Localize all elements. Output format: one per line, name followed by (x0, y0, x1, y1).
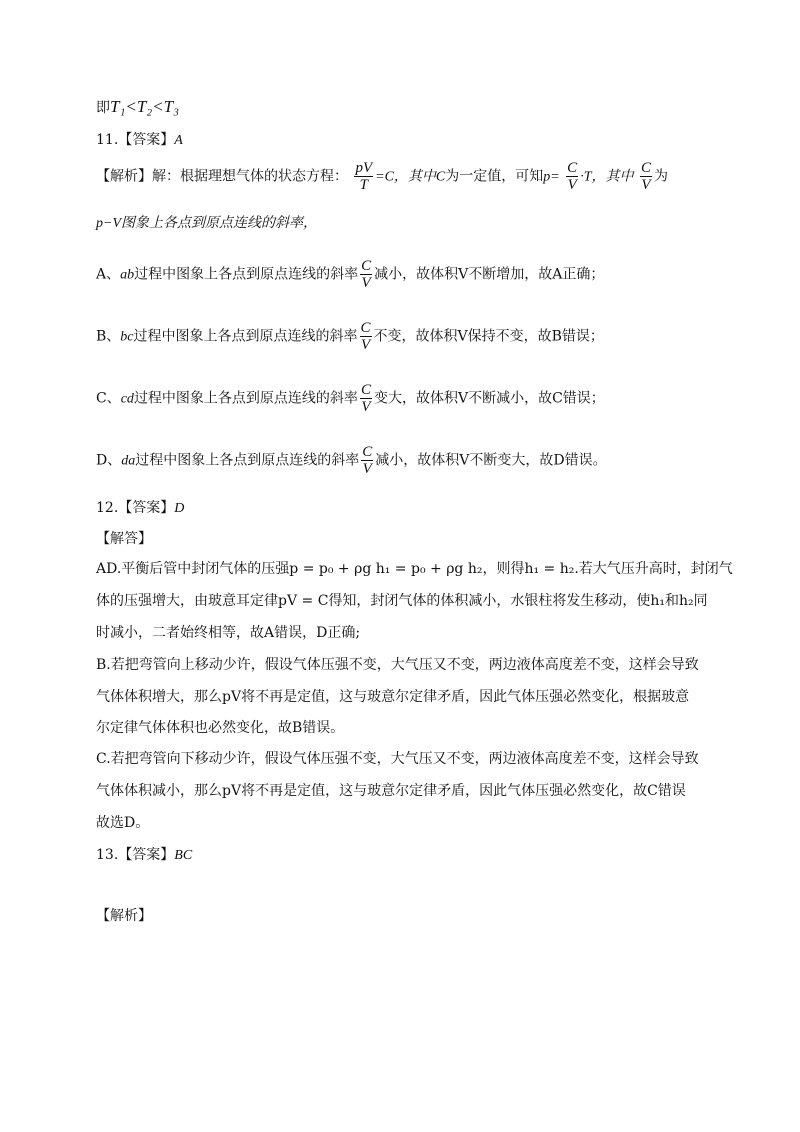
temperature-inequality: T₁<T₂<T₃ (110, 97, 180, 116)
q12-answer-line: 12.【答案】D (96, 500, 185, 516)
q11-analysis-continued: p−V图象上各点到原点连线的斜率， (96, 216, 317, 231)
q12-solution-text: AD.平衡后管中封闭气体的压强p = p₀ + ρg h₁ = p₀ + ρg h₂，则得h₁ = h₂.若大气压升高时，封闭气 (96, 561, 733, 577)
fraction-c-over-v: $\frac{C}{V}$ (362, 444, 373, 477)
q13-analysis-label: 【解析】 (96, 908, 152, 924)
q13-answer-line: 13.【答案】BC (96, 847, 193, 863)
fraction-c-over-v: $\frac{C}{V}$ (567, 160, 578, 193)
fraction-c-over-v: $\frac{C}{V}$ (360, 320, 371, 353)
q12-solution-text: 气体体积减小，那么pV将不再是定值，这与玻意尔定律矛盾，因此气体压强必然变化，故C错误 (96, 783, 686, 799)
q11-answer: A (174, 133, 183, 148)
q12-solution-text: 尔定律气体体积也必然变化，故B错误。 (96, 720, 345, 736)
q12-answer: D (174, 501, 185, 516)
option-c-line: C、cd过程中图象上各点到原点连线的斜率 $\frac{C}{V}$ 变大，故体积V不断减小，故C错误； (96, 382, 605, 415)
fraction-c-over-v: $\frac{C}{V}$ (640, 160, 651, 193)
q13-answer: BC (174, 848, 193, 863)
q11-answer-line: 11.【答案】A (96, 132, 183, 148)
option-d-line: D、da过程中图象上各点到原点连线的斜率 $\frac{C}{V}$ 减小，故体积V不断变大，故D错误。 (96, 444, 607, 477)
fraction-pv-over-t: $\frac{pV}{T}$ (355, 160, 373, 193)
q12-solution-text: B.若把弯管向上移动少许，假设气体压强不变，大气压又不变，两边液体高度差不变，这样会导致 (96, 657, 699, 673)
fraction-c-over-v: $\frac{C}{V}$ (360, 382, 371, 415)
q12-solution-label: 【解答】 (96, 531, 152, 547)
temperature-order-line: 即T₁<T₂<T₃ (96, 97, 180, 116)
fraction-c-over-v: $\frac{C}{V}$ (361, 258, 372, 291)
q12-solution-text: 时减小，二者始终相等，故A错误，D正确; (96, 625, 361, 641)
option-b-line: B、bc过程中图象上各点到原点连线的斜率 $\frac{C}{V}$ 不变，故体积V保持不变，故B错误； (96, 320, 604, 353)
q12-solution-text: 气体体积增大，那么pV将不再是定值，这与玻意尔定律矛盾，因此气体压强必然变化，根据玻意 (96, 689, 690, 705)
q12-solution-text: C.若把弯管向下移动少许，假设气体压强不变，大气压又不变，两边液体高度差不变，这样会导致 (96, 751, 699, 767)
q11-analysis-line: 【解析】解：根据理想气体的状态方程： $\frac{pV}{T}$ =C，其中C为一定值，可知p= $\frac{C}{V}$ ·T，其中 $\frac{C}{V}$ 为 (96, 160, 668, 193)
option-a-line: A、ab过程中图象上各点到原点连线的斜率 $\frac{C}{V}$ 减小，故体积V不断增加，故A正确； (96, 258, 605, 291)
q12-conclusion: 故选D。 (96, 815, 150, 831)
q12-solution-text: 体的压强增大，由玻意耳定律pV = C得知，封闭气体的体积减小，水银柱将发生移动，使h₁和h₂同 (96, 593, 708, 609)
